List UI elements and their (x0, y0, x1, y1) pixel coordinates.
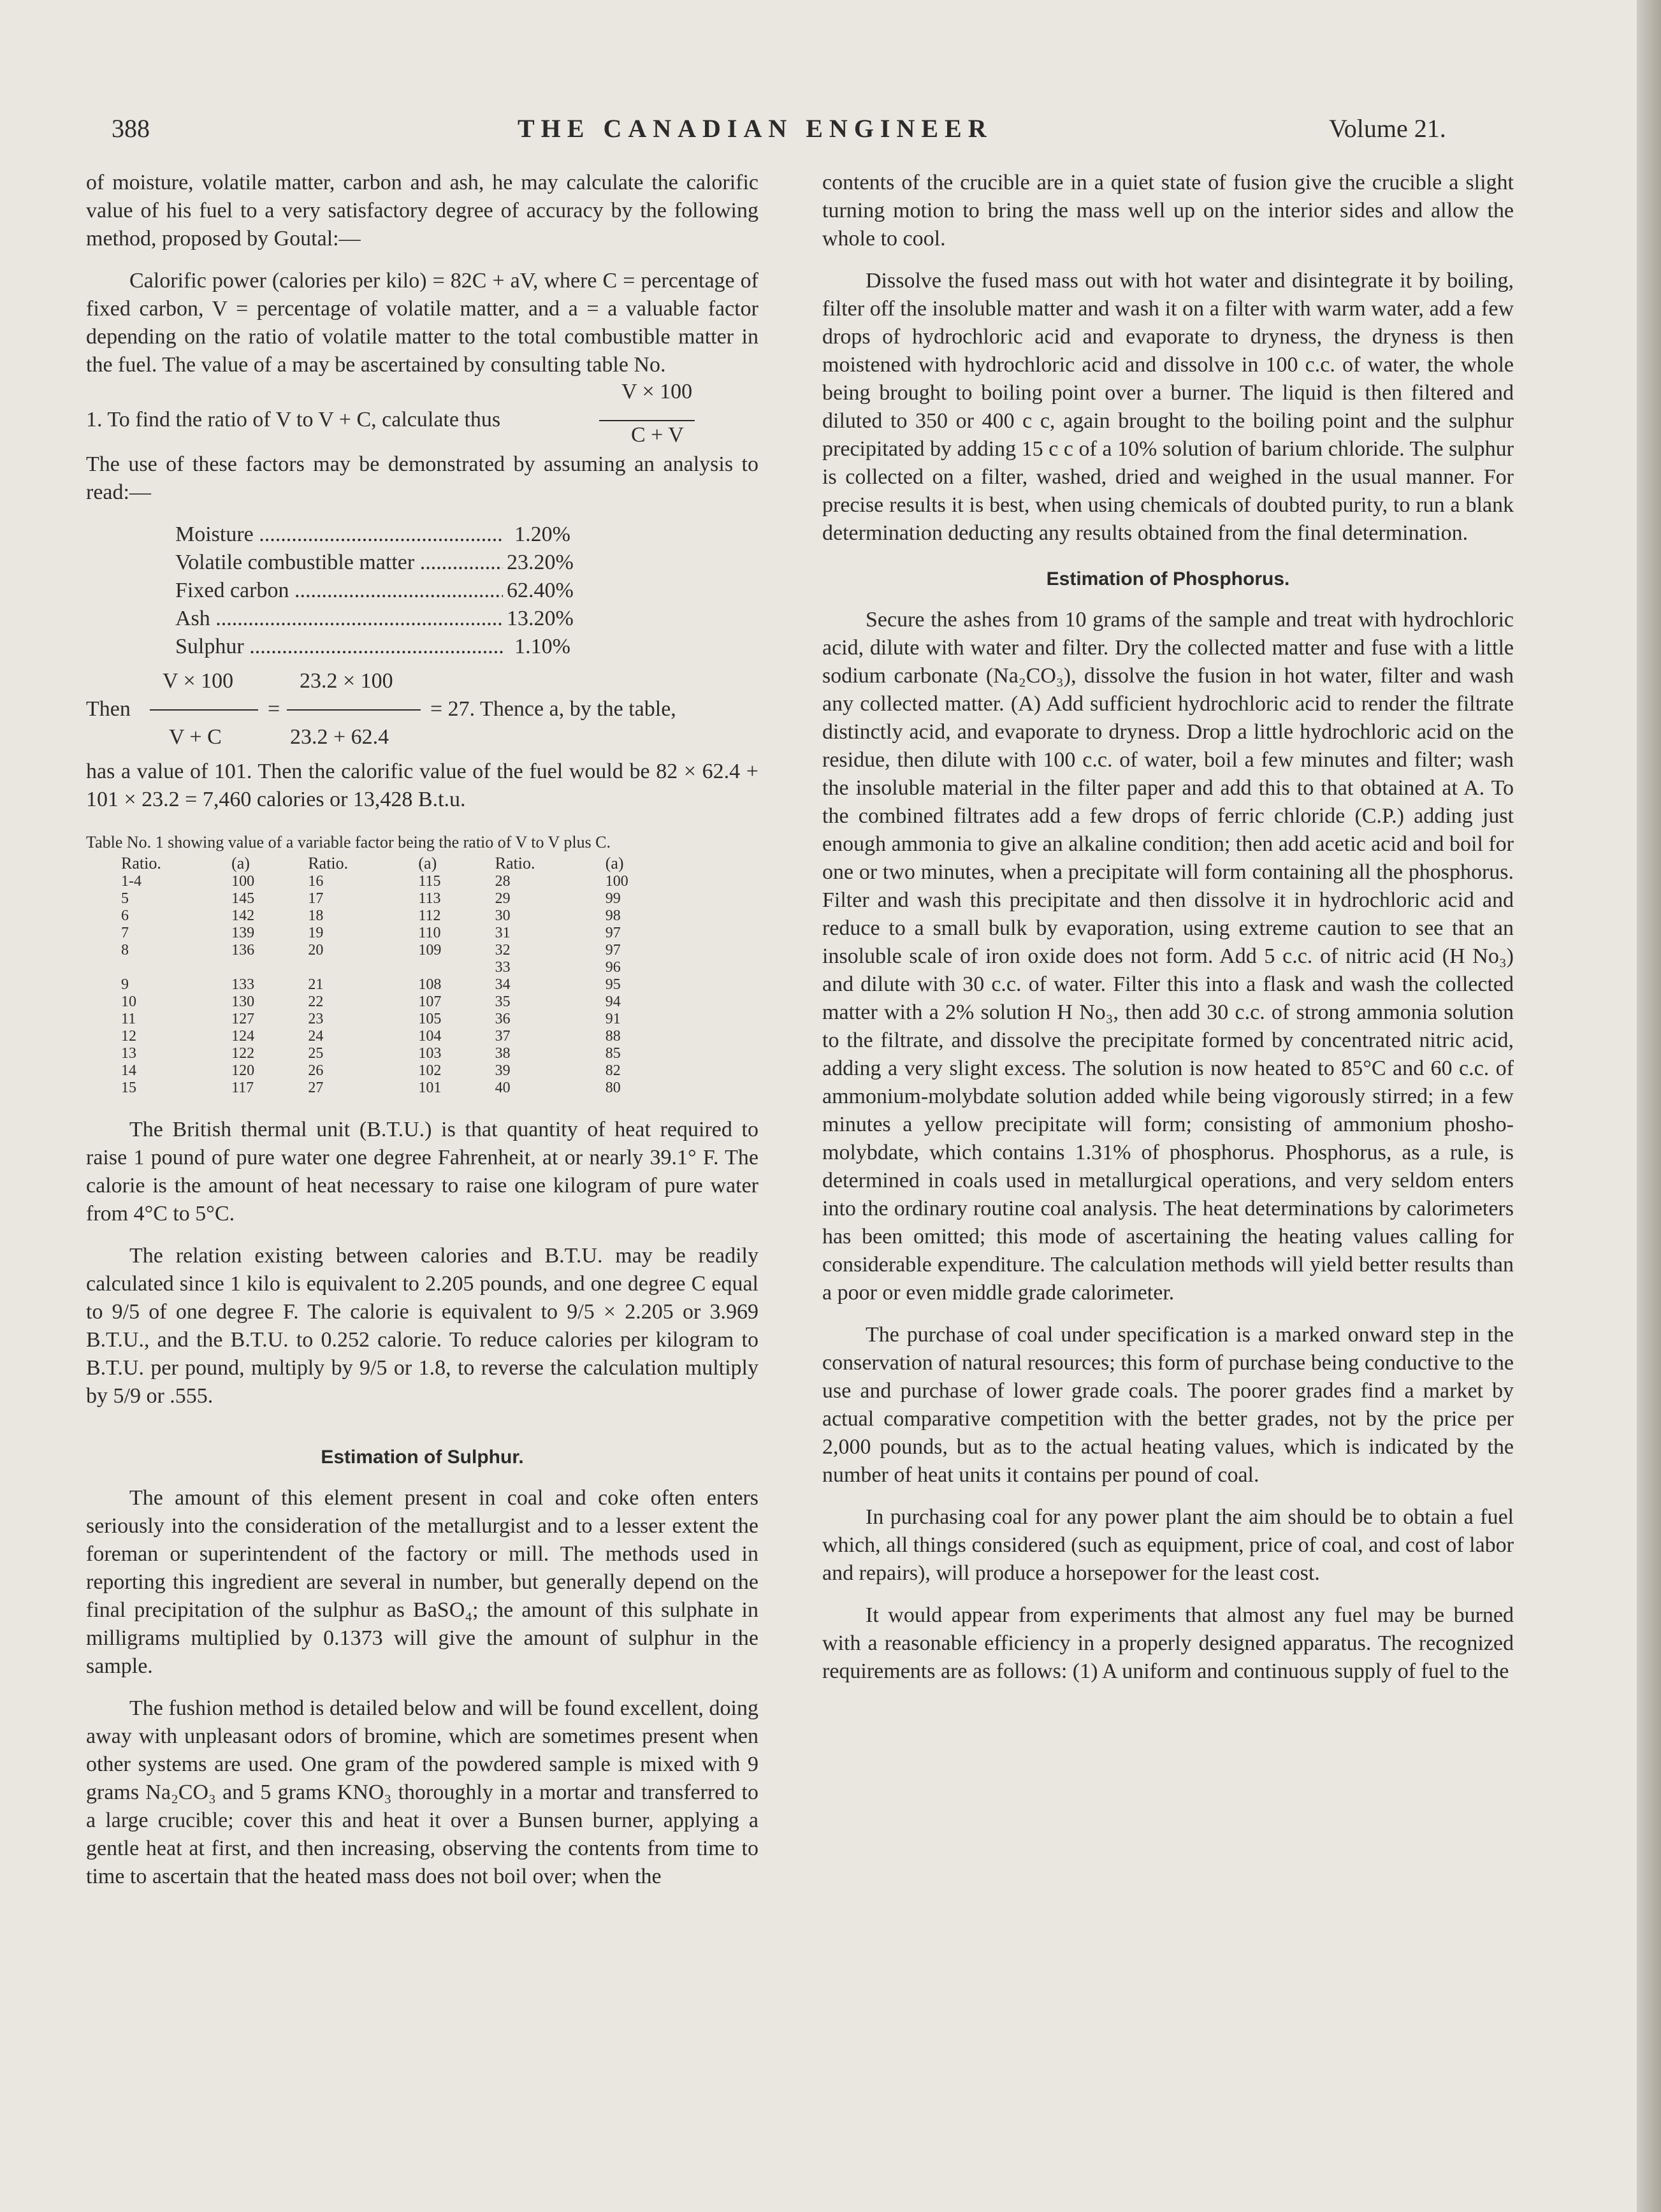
calc-result: = 27. Thence a, by the table, (430, 697, 676, 721)
table-row (121, 1045, 682, 1062)
factor-cell: 113 (418, 890, 441, 907)
factor-cell: 100 (605, 873, 628, 890)
page-edge-shadow (1637, 0, 1661, 2212)
factor-cell: 95 (605, 976, 621, 993)
factor-cell (212, 959, 308, 976)
paragraph: contents of the crucible are in a quiet state of fusion give the crucible a slight turning motion to bring the mass well up on the interior sides and allow the whole to cool. (822, 171, 1514, 250)
left-column (86, 169, 758, 1905)
analysis-row (175, 521, 570, 549)
column-header: (a) (231, 854, 250, 872)
equals-sign: = (268, 697, 280, 721)
factor-cell: 97 (605, 925, 621, 941)
calc-denominator-1: V + C (169, 725, 222, 749)
factor-cell: 115 (418, 873, 441, 890)
analysis-value: 13.20% (507, 607, 574, 630)
paragraph: of moisture, volatile matter, carbon and ash, he may calculate the calorific value of his fuel to a very satisfactory degree of accuracy by the following method, proposed by Goutal:— (86, 171, 758, 250)
ratio-cell: 35 (495, 994, 511, 1010)
analysis-label: Moisture ..... (175, 521, 503, 549)
ratio-cell: 39 (495, 1062, 511, 1079)
factor-cell: 139 (231, 925, 255, 941)
factor-cell: 145 (231, 890, 255, 907)
ratio-formula (86, 380, 758, 447)
table-row (121, 994, 682, 1011)
factor-cell: 142 (231, 907, 255, 924)
factor-cell: 107 (418, 994, 442, 1010)
table-row (121, 942, 682, 959)
paragraph: Dissolve the fused mass out with hot water and disintegrate it by boiling, filter off the insoluble matter and wash it on a filter with warm water, add a few drops of hydrochloric acid and evaporate to dryness, the dryness is then moistened with hydrochloric acid and dissolve in 100 c.c. of water, the whole being brought to boiling point over a burner. The liquid is then filtered and diluted to 350 or 400 c c, again brought to the boiling point and the sulphur precipitated by adding 15 c c of a 10% solution of barium chloride. The sulphur is collected on a filter, washed, dried and weighed in the usual manner. For precise results it is best, when using chemicals of doubted purity, to run a blank determination deducting any results obtained from the final determination. (822, 269, 1514, 545)
ratio-cell: 23 (308, 1011, 324, 1027)
factor-cell (399, 959, 495, 976)
analysis-value: 1.20% (514, 523, 570, 546)
factor-cell: 109 (418, 942, 442, 958)
ratio-cell: 17 (308, 890, 324, 907)
ratio-cell: 9 (121, 976, 129, 993)
calculation-formula (86, 667, 758, 751)
analysis-row (175, 549, 574, 577)
formula-numerator: V × 100 (621, 380, 693, 403)
ratio-cell: 36 (495, 1011, 511, 1027)
factor-cell: 94 (605, 994, 621, 1010)
factor-cell: 100 (231, 873, 255, 890)
ratio-cell: 5 (121, 890, 129, 907)
factor-cell: 110 (418, 925, 441, 941)
calc-numerator-1: V × 100 (163, 669, 234, 693)
column-header: Ratio. (495, 854, 535, 872)
journal-title: THE CANADIAN ENGINEER (518, 114, 993, 143)
factor-cell: 108 (418, 976, 442, 993)
column-header: Ratio. (121, 854, 161, 872)
volume-label: Volume 21. (1329, 114, 1446, 143)
column-header: (a) (418, 854, 437, 872)
factor-cell: 85 (605, 1045, 621, 1062)
factor-cell: 124 (231, 1028, 255, 1045)
factor-cell: 122 (231, 1045, 255, 1062)
ratio-cell (308, 959, 399, 976)
factor-cell: 104 (418, 1028, 442, 1045)
ratio-cell: 11 (121, 1011, 136, 1027)
fraction-bar (150, 709, 258, 711)
ratio-cell (121, 959, 212, 976)
factor-cell: 136 (231, 942, 255, 958)
table-row (121, 1062, 682, 1080)
analysis-row (175, 577, 574, 605)
paragraph: The relation existing between calories and B.T.U. may be readily calculated since 1 kilo is equivalent to 2.205 pounds, and one degree C equal to 9/5 of one degree F. The calorie is equivalent to 9/5 × 2.205 or 3.969 B.T.U., and the B.T.U. to 0.252 calorie. To reduce calories per kilogram to B.T.U. per pound, multiply by 9/5 or 1.8, to reverse the calculation multiply by 5/9 or .555. (86, 1244, 758, 1408)
page-number: 388 (112, 114, 150, 143)
paragraph: The fushion method is detailed below and will be found excellent, doing away with unpleasant odors of bromine, which are sometimes present when other systems are used. One gram of the powdered sample is mixed with 9 grams Na₂CO₃ and 5 grams KNO₃ thoroughly in a mortar and transferred to a large crucible; cover this and heat it over a Bunsen burner, applying a gentle heat at first, and then increasing, observing the contents from time to time to ascertain that the heated mass does not boil over; when the (86, 1696, 758, 1888)
calc-denominator-2: 23.2 + 62.4 (290, 725, 389, 749)
factor-cell: 127 (231, 1011, 255, 1027)
ratio-cell: 12 (121, 1028, 136, 1045)
ratio-cell: 25 (308, 1045, 324, 1062)
section-heading-phosphorus: Estimation of Phosphorus. (1046, 568, 1290, 589)
paragraph: Secure the ashes from 10 grams of the sample and treat with hydrochloric acid, dilute with water and filter. Dry the collected matter and fuse with a little sodium carbonate (Na₂CO₃), dissolve the fusion in hot water, filter and wash any collected matter. (A) Add sufficient hydrochloric acid to render the filtrate distinctly acid, and evaporate to dryness. Drop a little hydrochloric acid on the residue, then dilute with 100 c.c. of water, boil a few minutes and filter; wash the insoluble material in the filter paper and add this to that obtained at A. To the combined filtrates add a few drops of ferric chloride (C.P.) adding just enough ammonia to give an alkaline condition; then add acetic acid and boil for one or two minutes, when a precipitate will form containing all the phosphorus. Filter and wash this precipitate and then dissolve it in hydrochloric acid and reduce to a small bulk by evaporation, using extreme caution to see that an insoluble scale of iron oxide does not form. Add 5 c.c. of nitric acid (H No₃) and dilute with 30 c.c. of water. Filter this into a flask and wash the collected matter with a 2% solution H No₃, then add 30 c.c. of strong ammonia solution to the filtrate, and dissolve the precipitate formed by concentrated nitric acid, adding a very slight excess. The solution is now heated to 85°C and 60 c.c. of ammonium-molybdate solution added while being vigorously stirred; in a few minutes a yellow precipitate will form; consisting of ammonium phosho-molybdate, which contains 1.31% of phosphorus. Phosphorus, as a rule, is determined in coals used in metallurgical operations, and very seldom enters into the ordinary routine coal analysis. The heat determinations by calorimeters has been omitted; this mode of ascertaining the heating values calling for considerable expenditure. The calculation methods will yield better results than a poor or even middle grade calorimeter. (822, 608, 1514, 1305)
ratio-cell: 33 (495, 959, 511, 976)
factor-cell: 130 (231, 994, 255, 1010)
ratio-cell: 34 (495, 976, 511, 993)
table-row (121, 1080, 682, 1097)
running-header (0, 113, 1661, 152)
factor-cell: 101 (418, 1080, 442, 1096)
ratio-table (121, 855, 682, 1097)
table-row (121, 907, 682, 925)
ratio-cell: 7 (121, 925, 129, 941)
ratio-cell: 15 (121, 1080, 136, 1096)
factor-cell: 103 (418, 1045, 442, 1062)
table-row (121, 959, 682, 976)
section-heading-sulphur: Estimation of Sulphur. (321, 1447, 524, 1468)
factor-cell: 80 (605, 1080, 621, 1096)
formula-denominator: C + V (631, 423, 684, 447)
calc-numerator-2: 23.2 × 100 (300, 669, 393, 693)
analysis-label: Ash ..... (175, 605, 503, 633)
paragraph: has a value of 101. Then the calorific value of the fuel would be 82 × 62.4 + 101 × 23.2 = 7,460 calories or 13,428 B.t.u. (86, 760, 758, 811)
ratio-cell: 14 (121, 1062, 136, 1079)
column-header: (a) (605, 854, 624, 872)
analysis-label: Sulphur ..... (175, 633, 503, 661)
ratio-cell: 10 (121, 994, 136, 1010)
paragraph: The British thermal unit (B.T.U.) is that quantity of heat required to raise 1 pound of pure water one degree Fahrenheit, at or nearly 39.1° F. The calorie is the amount of heat necessary to raise one kilogram of pure water from 4°C to 5°C. (86, 1118, 758, 1225)
factor-cell: 88 (605, 1028, 621, 1045)
analysis-value: 23.20% (507, 551, 574, 574)
factor-cell: 82 (605, 1062, 621, 1079)
ratio-cell: 16 (308, 873, 324, 890)
factor-cell: 112 (418, 907, 441, 924)
factor-cell: 105 (418, 1011, 442, 1027)
ratio-cell: 28 (495, 873, 511, 890)
ratio-cell: 40 (495, 1080, 511, 1096)
table-row (121, 1028, 682, 1045)
analysis-label: Fixed carbon ..... (175, 577, 503, 605)
ratio-cell: 18 (308, 907, 324, 924)
ratio-cell: 24 (308, 1028, 324, 1045)
ratio-cell: 31 (495, 925, 511, 941)
ratio-cell: 20 (308, 942, 324, 958)
paragraph: The use of these factors may be demonstrated by assuming an analysis to read:— (86, 452, 758, 504)
factor-cell: 117 (231, 1080, 254, 1096)
analysis-label: Volatile combustible matter ..... (175, 549, 503, 577)
fraction-bar (287, 709, 421, 711)
analysis-list (175, 521, 574, 661)
factor-cell: 133 (231, 976, 255, 993)
ratio-cell: 8 (121, 942, 129, 958)
factor-cell: 120 (231, 1062, 255, 1079)
right-column (822, 169, 1514, 1700)
factor-cell: 91 (605, 1011, 621, 1027)
ratio-cell: 19 (308, 925, 324, 941)
ratio-cell: 29 (495, 890, 511, 907)
ratio-cell: 1-4 (121, 873, 141, 890)
table-caption: Table No. 1 showing value of a variable factor being the ratio of V to V plus C. (86, 833, 611, 851)
analysis-row (175, 605, 574, 633)
calc-then: Then (86, 697, 131, 721)
ratio-cell: 27 (308, 1080, 324, 1096)
factor-cell: 99 (605, 890, 621, 907)
analysis-row (175, 633, 570, 661)
paragraph: The amount of this element present in coal and coke often enters seriously into the consideration of the metallurgist and to a lesser extent the foreman or superintendent of the factory or mill. The methods used in reporting this ingredient are several in number, but generally depend on the final precipitation of the sulphur as BaSO₄; the amount of this sulphate in milligrams multiplied by 0.1373 will give the amount of sulphur in the sample. (86, 1486, 758, 1678)
analysis-value: 62.40% (507, 579, 574, 602)
ratio-cell: 32 (495, 942, 511, 958)
analysis-value: 1.10% (514, 635, 570, 658)
table-row (121, 873, 682, 890)
ratio-cell: 37 (495, 1028, 511, 1045)
factor-cell: 96 (605, 959, 621, 976)
ratio-cell: 38 (495, 1045, 511, 1062)
ratio-cell: 13 (121, 1045, 136, 1062)
paragraph: In purchasing coal for any power plant the aim should be to obtain a fuel which, all things considered (such as equipment, price of coal, and cost of labor and repairs), will produce a horsepower for the least cost. (822, 1505, 1514, 1585)
ratio-cell: 21 (308, 976, 324, 993)
table-header-row (121, 855, 682, 873)
paragraph: It would appear from experiments that almost any fuel may be burned with a reasonable efficiency in a properly designed apparatus. The recognized requirements are as follows: (1) A uniform and continuous supply of fuel to the (822, 1603, 1514, 1683)
ratio-cell: 6 (121, 907, 129, 924)
factor-cell: 102 (418, 1062, 442, 1079)
table-row (121, 890, 682, 907)
paragraph: The purchase of coal under specification is a marked onward step in the conservation of natural resources; this form of purchase being conductive to the use and purchase of lower grade coals. The poorer grades find a market by actual comparative competition with the better grades, not by the price per 2,000 pounds, but as to the actual heating values, which is indicated by the number of heat units it contains per pound of coal. (822, 1323, 1514, 1487)
table-row (121, 976, 682, 994)
ratio-cell: 26 (308, 1062, 324, 1079)
table-row (121, 1011, 682, 1028)
factor-cell: 97 (605, 942, 621, 958)
factor-cell: 98 (605, 907, 621, 924)
paragraph: Calorific power (calories per kilo) = 82C + aV, where C = percentage of fixed carbon, V = percentage of volatile matter, and a = a valuable factor depending on the ratio of volatile matter to the total combustible matter in the fuel. The value of a may be ascertained by consulting table No. (86, 269, 758, 377)
column-header: Ratio. (308, 854, 349, 872)
ratio-cell: 30 (495, 907, 511, 924)
ratio-cell: 22 (308, 994, 324, 1010)
table-row (121, 925, 682, 942)
formula-prefix: 1. To find the ratio of V to V + C, calculate thus (86, 408, 501, 431)
